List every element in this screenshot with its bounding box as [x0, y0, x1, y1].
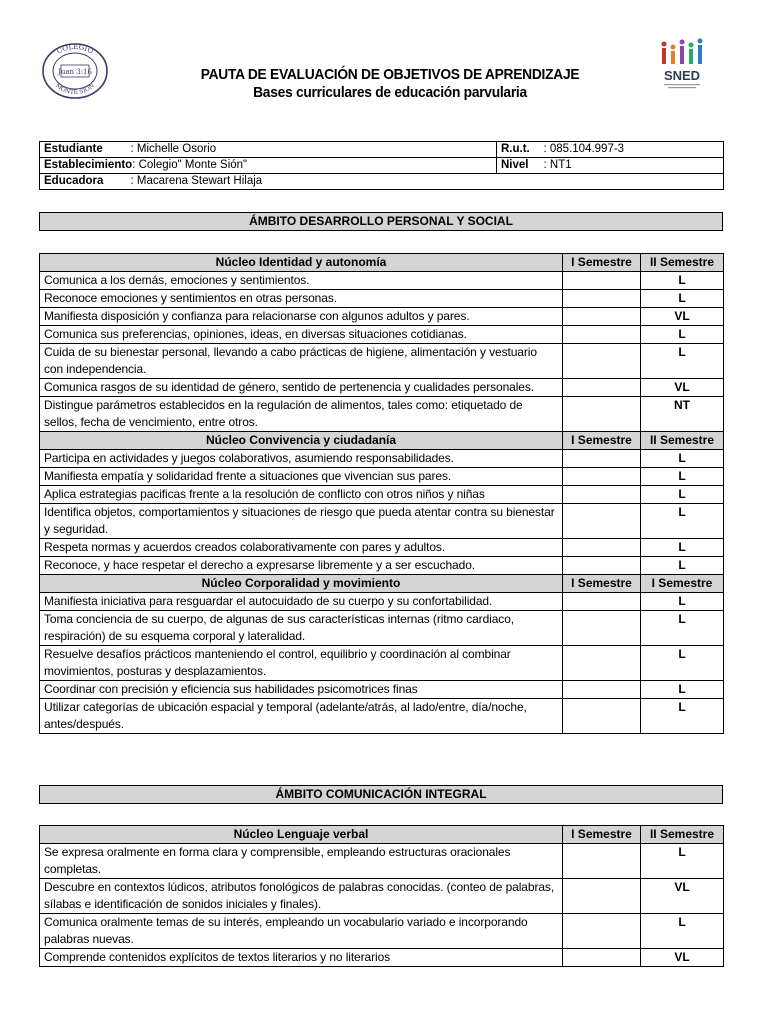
nucleo-header-row [40, 575, 724, 593]
rut-label: R.u.t. [501, 143, 530, 155]
criterion-text: Comunica oralmente temas de su interés, empleando un vocabulario variado e incorporando palabras nuevas. [40, 914, 563, 949]
criterion-row [40, 379, 724, 397]
criterion-row [40, 344, 724, 379]
criterion-text: Respeta normas y acuerdos creados colaborativamente con pares y adultos. [40, 539, 563, 557]
semester-2-header: II Semestre [641, 432, 724, 450]
criterion-row [40, 539, 724, 557]
semester-2-grade: L [641, 681, 724, 699]
evaluation-table-personal-social [39, 253, 724, 734]
document-subtitle: Bases curriculares de educación parvularia [253, 84, 527, 101]
semester-1-grade [563, 879, 641, 914]
semester-1-grade [563, 611, 641, 646]
nucleo-title: Núcleo Lenguaje verbal [40, 826, 563, 844]
semester-2-grade: VL [641, 308, 724, 326]
criterion-text: Reconoce, y hace respetar el derecho a expresarse libremente y a ser escuchado. [40, 557, 563, 575]
criterion-row [40, 611, 724, 646]
semester-1-grade [563, 486, 641, 504]
criterion-text: Manifiesta disposición y confianza para relacionarse con algunos adultos y pares. [40, 308, 563, 326]
semester-2-grade: L [641, 272, 724, 290]
nucleo-header-row [40, 432, 724, 450]
semester-1-grade [563, 272, 641, 290]
semester-2-grade: L [641, 486, 724, 504]
semester-2-grade: L [641, 699, 724, 734]
semester-1-grade [563, 557, 641, 575]
semester-1-grade [563, 468, 641, 486]
semester-1-header: I Semestre [563, 575, 641, 593]
semester-2-grade: VL [641, 949, 724, 967]
semester-2-grade: L [641, 844, 724, 879]
semester-2-grade: L [641, 557, 724, 575]
semester-2-header: I Semestre [641, 575, 724, 593]
semester-1-grade [563, 844, 641, 879]
criterion-text: Toma conciencia de su cuerpo, de algunas de sus características internas (ritmo cardiaco, respiración) de su esquema corporal y lateralidad. [40, 611, 563, 646]
criterion-row [40, 468, 724, 486]
sned-logo-text: SNED [663, 68, 701, 83]
criterion-text: Resuelve desafíos prácticos manteniendo el control, equilibrio y coordinación al combinar movimientos, posturas y desplazamientos. [40, 646, 563, 681]
criterion-text: Comprende contenidos explícitos de textos literarios y no literarios [40, 949, 563, 967]
document-title: PAUTA DE EVALUACIÓN DE OBJETIVOS DE APRENDIZAJE [200, 66, 580, 83]
nucleo-header-row [40, 254, 724, 272]
criterion-text: Reconoce emociones y sentimientos en otras personas. [40, 290, 563, 308]
semester-1-grade [563, 593, 641, 611]
criterion-text: Manifiesta empatía y solidaridad frente a situaciones que vivencian sus pares. [40, 468, 563, 486]
semester-2-grade: L [641, 611, 724, 646]
semester-2-grade: L [641, 450, 724, 468]
semester-1-grade [563, 397, 641, 432]
criterion-row [40, 699, 724, 734]
semester-1-grade [563, 681, 641, 699]
semester-2-header: II Semestre [641, 826, 724, 844]
semester-2-grade: L [641, 468, 724, 486]
estudiante-value: : Michelle Osorio [127, 142, 497, 158]
semester-2-grade: L [641, 646, 724, 681]
criterion-row [40, 272, 724, 290]
semester-1-header: I Semestre [563, 254, 641, 272]
nucleo-header-row [40, 826, 724, 844]
logo-middle-text: Juan 3:16 [58, 68, 92, 76]
criterion-row [40, 486, 724, 504]
semester-1-grade [563, 539, 641, 557]
logo-top-text: COLEGIO [55, 42, 95, 56]
criterion-text: Identifica objetos, comportamientos y situaciones de riesgo que pueda atentar contra su bienestar y seguridad. [40, 504, 563, 539]
semester-1-grade [563, 344, 641, 379]
criterion-row [40, 397, 724, 432]
semester-1-grade [563, 450, 641, 468]
criterion-row [40, 914, 724, 949]
nivel-label: Nivel [501, 159, 529, 171]
colegio-monte-sion-logo [41, 42, 109, 100]
criterion-text: Descubre en contextos lúdicos, atributos fonológicos de palabras conocidas. (conteo de palabras, sílabas e identificación de sonidos iniciales y finales). [40, 879, 563, 914]
educadora-label: Educadora [44, 175, 104, 187]
criterion-text: Participa en actividades y juegos colaborativos, asumiendo responsabilidades. [40, 450, 563, 468]
criterion-text: Manifiesta iniciativa para resguardar el autocuidado de su cuerpo y su confortabilidad. [40, 593, 563, 611]
semester-2-grade: VL [641, 379, 724, 397]
criterion-text: Cuida de su bienestar personal, llevando a cabo prácticas de higiene, alimentación y vestuario con independencia. [40, 344, 563, 379]
logo-bottom-text: MONTE SION [54, 82, 96, 97]
semester-1-grade [563, 379, 641, 397]
estudiante-label: Estudiante [44, 143, 103, 155]
semester-2-grade: L [641, 290, 724, 308]
semester-2-grade: L [641, 593, 724, 611]
semester-1-grade [563, 914, 641, 949]
semester-1-grade [563, 308, 641, 326]
criterion-row [40, 681, 724, 699]
criterion-text: Comunica sus preferencias, opiniones, ideas, en diversas situaciones cotidianas. [40, 326, 563, 344]
criterion-row [40, 593, 724, 611]
criterion-text: Distingue parámetros establecidos en la regulación de alimentos, tales como: etiquetado de sellos, fecha de vencimiento, entre otros. [40, 397, 563, 432]
establecimiento-value: : Colegio" Monte Sión" [132, 159, 248, 171]
semester-1-grade [563, 699, 641, 734]
semester-2-grade: VL [641, 879, 724, 914]
educadora-value: : Macarena Stewart Hilaja [127, 174, 724, 190]
criterion-row [40, 557, 724, 575]
evaluation-table-comunicacion [39, 825, 724, 967]
criterion-row [40, 450, 724, 468]
establecimiento-label: Establecimiento [44, 159, 133, 171]
nucleo-title: Núcleo Identidad y autonomía [40, 254, 563, 272]
semester-2-grade: L [641, 326, 724, 344]
criterion-row [40, 290, 724, 308]
nucleo-title: Núcleo Corporalidad y movimiento [40, 575, 563, 593]
semester-1-header: I Semestre [563, 826, 641, 844]
ambito-comunicacion-banner: ÁMBITO COMUNICACIÓN INTEGRAL [39, 785, 723, 804]
criterion-row [40, 949, 724, 967]
semester-1-header: I Semestre [563, 432, 641, 450]
criterion-row [40, 326, 724, 344]
criterion-text: Se expresa oralmente en forma clara y comprensible, empleando estructuras oracionales completas. [40, 844, 563, 879]
criterion-row [40, 646, 724, 681]
nucleo-title: Núcleo Convivencia y ciudadanía [40, 432, 563, 450]
semester-2-grade: L [641, 344, 724, 379]
criterion-row [40, 504, 724, 539]
semester-2-grade: L [641, 539, 724, 557]
ambito-personal-social-banner: ÁMBITO DESARROLLO PERSONAL Y SOCIAL [39, 212, 723, 231]
semester-2-grade: L [641, 914, 724, 949]
nivel-value: : NT1 [540, 158, 724, 174]
student-info-table [39, 141, 724, 190]
semester-1-grade [563, 646, 641, 681]
semester-1-grade [563, 949, 641, 967]
criterion-text: Utilizar categorías de ubicación espacial y temporal (adelante/atrás, al lado/entre, día/noche, antes/después. [40, 699, 563, 734]
semester-2-header: II Semestre [641, 254, 724, 272]
criterion-row [40, 844, 724, 879]
semester-2-grade: NT [641, 397, 724, 432]
semester-2-grade: L [641, 504, 724, 539]
semester-1-grade [563, 290, 641, 308]
semester-1-grade [563, 326, 641, 344]
criterion-text: Comunica a los demás, emociones y sentimientos. [40, 272, 563, 290]
criterion-text: Coordinar con precisión y eficiencia sus habilidades psicomotrices finas [40, 681, 563, 699]
criterion-text: Aplica estrategias pacificas frente a la resolución de conflicto con otros niños y niñas [40, 486, 563, 504]
criterion-text: Comunica rasgos de su identidad de género, sentido de pertenencia y cualidades personales. [40, 379, 563, 397]
criterion-row [40, 879, 724, 914]
criterion-row [40, 308, 724, 326]
rut-value: : 085.104.997-3 [540, 142, 724, 158]
semester-1-grade [563, 504, 641, 539]
